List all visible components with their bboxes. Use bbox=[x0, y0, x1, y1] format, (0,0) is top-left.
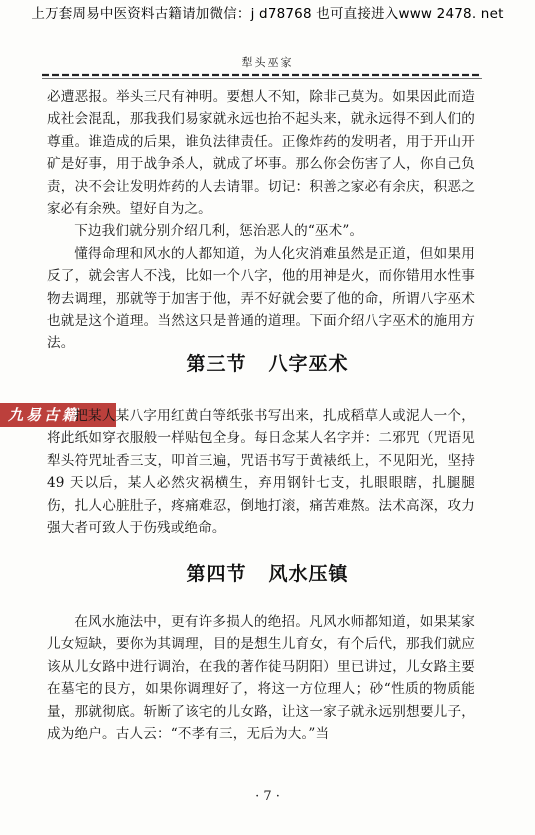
paragraph: 懂得命理和风水的人都知道，为人化灾消难虽然是正道，但如果用反了，就会害人不浅，比如一个八字，他的用神是火，而你错用水性事物去调理，那就等于加害于他，弄不好就会要了他的命，所谓八字巫术也就是这个道理。当然这只是普通的道理。下面介绍八字巫术的施用方法。 bbox=[47, 245, 475, 352]
header-rule bbox=[42, 70, 482, 80]
paragraph: 把某人某八字用红黄白等纸张书写出来，扎成稻草人或泥人一个，将此纸如穿衣服般一样贴包全身。每日念某人名字并：二邪咒（咒语见犁头符咒址香三支，叩首三遍，咒语书写于黄裱纸上，不见阳光，坚持 49 天以后，某人必然灾祸横生，弃用钢针七支，扎眼眼瞎，扎腿腿伤，扎人心脏肚子，疼痛难忍，倒地打滚，痛苦难熬。法术高深，攻力强大者可致人于伤残或绝命。 bbox=[47, 408, 475, 537]
section-number: 第四节 bbox=[186, 563, 247, 585]
section-heading-3 bbox=[0, 349, 535, 376]
top-banner: 上万套周易中医资料古籍请加微信：j d78768 也可直接进入www 2478. net bbox=[31, 6, 504, 22]
watermark-logo: 九易古籍 bbox=[0, 403, 116, 427]
paragraph: 必遭恶报。举头三尺有神明。要想人不知，除非己莫为。如果因此而造成社会混乱，那我我们易家就永远也抬不起头来，就永远得不到人们的尊重。谁造成的后果，谁负法律责任。正像炸药的发明者，用于开山开矿是好事，用于战争杀人，就成了坏事。那么你会伤害了人，你自己负责，决不会让发明炸药的人去请罪。切记：积善之家必有余庆，积恶之家必有余殃。望好自为之。 bbox=[47, 89, 475, 218]
running-head: 犁头巫家 bbox=[241, 56, 294, 69]
text-block-2 bbox=[47, 405, 475, 539]
paragraph: 在风水施法中，更有许多损人的绝招。凡风水师都知道，如果某家儿女短缺，要你为其调理，目的是想生儿育女，有个后代，那我们就应该从儿女路中进行调治，在我的著作徒马阴阳）里已讲过，儿女路主要在墓宅的艮方，如果你调理好了，将这一方位理人；砂“性质的物质能量，那就彻底。斩断了该宅的儿女路，让这一家子就永远别想要儿子，成为绝户。古人云：“不孝有三，无后为大。”当 bbox=[47, 614, 475, 743]
text-block-1 bbox=[47, 86, 475, 355]
section-heading-4 bbox=[0, 559, 535, 586]
paragraph: 下边我们就分别介绍几利，惩治恶人的“巫术”。 bbox=[74, 223, 364, 240]
page-number: · 7 · bbox=[255, 789, 280, 804]
text-block-3 bbox=[47, 611, 475, 745]
section-number: 第三节 bbox=[186, 353, 247, 375]
section-title: 八字巫术 bbox=[268, 353, 349, 375]
section-title: 风水压镇 bbox=[268, 563, 349, 585]
